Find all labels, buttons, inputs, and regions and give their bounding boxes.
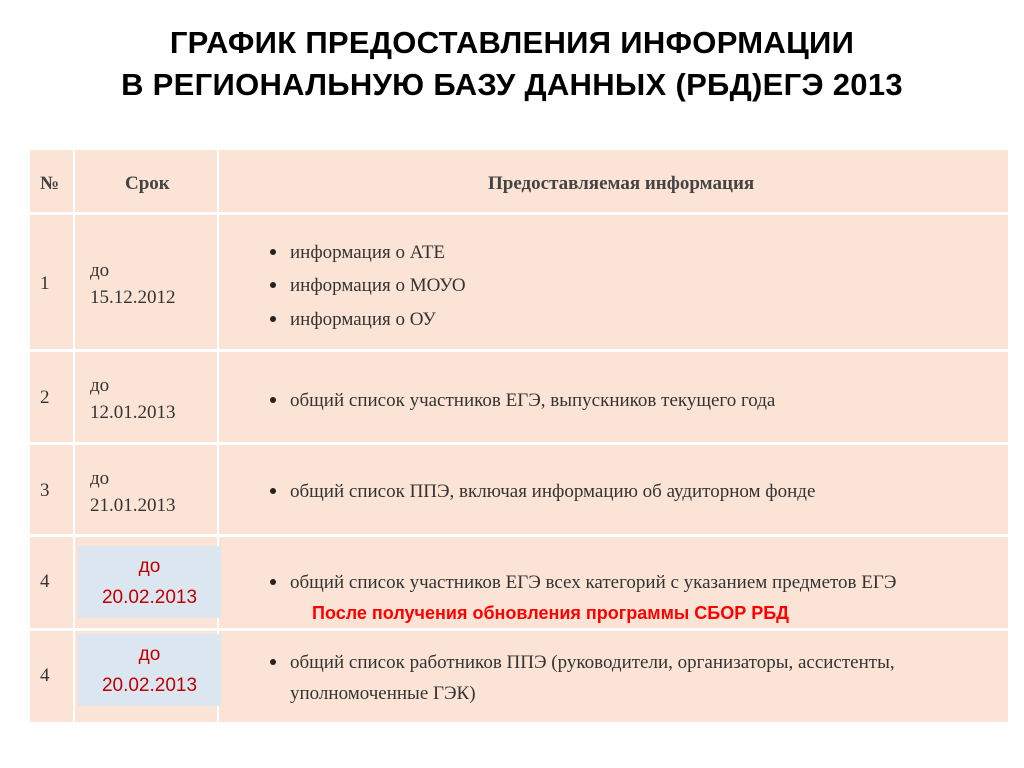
row-divider [30, 628, 1008, 631]
highlight-date-prefix: до [138, 644, 161, 665]
item-text: общий список участников ЕГЭ, выпускников текущего года [290, 390, 776, 411]
row-5-number: 4 [40, 665, 50, 686]
bullet-icon [270, 488, 276, 494]
row-divider [30, 534, 1008, 537]
row-3-date: 21.01.2013 [90, 495, 176, 516]
row-1-deadline [90, 257, 176, 311]
item-text: общий список участников ЕГЭ всех категорий с указанием предметов ЕГЭ [290, 572, 897, 593]
row-4-number: 4 [40, 571, 50, 592]
list-item [270, 275, 466, 297]
row-3-number: 3 [40, 480, 50, 501]
bullet-icon [270, 316, 276, 322]
highlight-date: 20.02.2013 [101, 587, 198, 608]
row-1-number: 1 [40, 273, 50, 294]
list-item [270, 481, 815, 503]
row-3-date-prefix: до [90, 468, 110, 489]
row-divider [30, 442, 1008, 445]
list-item [270, 572, 896, 594]
row-divider [30, 349, 1008, 352]
list-item [270, 309, 436, 331]
bullet-icon [270, 659, 276, 665]
header-information: Предоставляемая информация [488, 173, 755, 194]
row-2-date: 12.01.2013 [90, 402, 176, 423]
list-item [270, 390, 775, 412]
title-line-1: ГРАФИК ПРЕДОСТАВЛЕНИЯ ИНФОРМАЦИИ [169, 25, 855, 60]
row-1-date: 15.12.2012 [90, 287, 176, 308]
row-1-date-prefix: до [90, 260, 110, 281]
highlight-date: 20.02.2013 [101, 675, 198, 696]
highlight-date-prefix: до [138, 556, 161, 577]
item-text: информация о ОУ [290, 309, 436, 330]
deadline-highlight [78, 546, 221, 618]
bullet-icon [270, 397, 276, 403]
title-line-2: В РЕГИОНАЛЬНУЮ БАЗУ ДАННЫХ (РБД)ЕГЭ 2013 [121, 67, 903, 102]
row-2-date-prefix: до [90, 375, 110, 396]
row-2-deadline [90, 372, 176, 426]
bullet-icon [270, 249, 276, 255]
row-3-deadline [90, 465, 176, 519]
list-item [270, 242, 445, 264]
column-divider [73, 150, 75, 722]
header-number: № [40, 173, 60, 194]
row-2-number: 2 [40, 387, 50, 408]
list-item [270, 647, 990, 709]
item-text: общий список ППЭ, включая информацию об аудиторном фонде [290, 481, 816, 502]
update-note: После получения обновления программы СБОР РБД [312, 603, 789, 623]
item-text: общий список работников ППЭ (руководители, организаторы, ассистенты, уполномоченные ГЭК) [290, 652, 895, 704]
header-deadline: Срок [125, 173, 170, 194]
row-divider [30, 212, 1008, 215]
page-title [0, 22, 1024, 106]
item-text: информация о МОУО [290, 275, 466, 296]
bullet-icon [270, 579, 276, 585]
item-text: информация о АТЕ [290, 242, 446, 263]
bullet-icon [270, 282, 276, 288]
deadline-highlight [78, 634, 221, 706]
